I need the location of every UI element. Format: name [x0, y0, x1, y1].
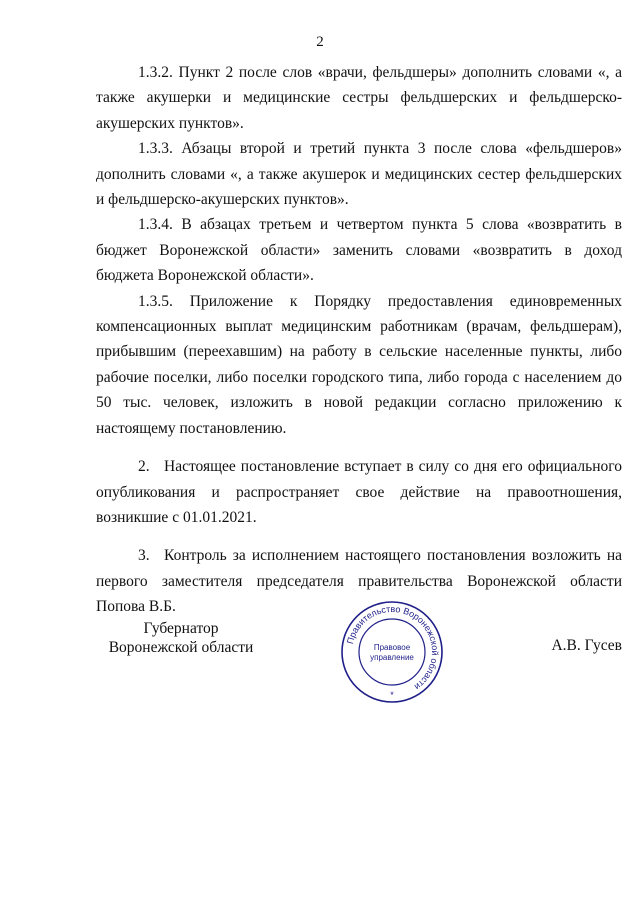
seal-star: * — [390, 690, 394, 700]
seal-inner-line1: Правовое — [373, 643, 411, 652]
signatory-name: А.В. Гусев — [551, 637, 622, 654]
signatory-title-line2: Воронежской области — [108, 639, 254, 656]
paragraph-2-text: Настоящее постановление вступает в силу со дня его официального опубликования и распространяет свое действие на правоотношения, возникшие с 01.01.2021. — [96, 458, 622, 526]
paragraph-1-3-4: 1.3.4. В абзацах третьем и четвертом пункта 5 слова «возвратить в бюджет Воронежской области» заменить словами «возвратить в доход бюджета Воронежской области». — [96, 216, 622, 285]
seal-inner-ring — [359, 619, 425, 685]
seal-outer-ring — [342, 602, 442, 702]
document-body — [96, 60, 622, 620]
paragraph-1-3-5: 1.3.5. Приложение к Порядку предоставления единовременных компенсационных выплат медицинским работникам (врачам, фельдшерам), прибывшим (переехавшим) на работу в сельские населенные пункты, либо рабочие поселки, либо поселки городского типа, либо города с населением до 50 тыс. человек, изложить в новой редакции согласно приложению к настоящему постановлению. — [96, 292, 622, 437]
signatory-title-line1: Губернатор — [143, 620, 219, 637]
paragraph-2-number: 2. — [138, 458, 150, 476]
paragraph-3-number: 3. — [138, 547, 150, 565]
page-number: 2 — [316, 34, 324, 50]
signatory-title — [96, 619, 266, 657]
seal-outer-text-path: Правительство Воронежской области — [344, 603, 441, 693]
seal-inner-line2: управление — [370, 653, 414, 662]
official-seal — [340, 600, 444, 704]
paragraph-1-3-3: 1.3.3. Абзацы второй и третий пункта 3 после слова «фельдшеров» дополнить словами «, а также акушерок и медицинских сестер фельдшерских и фельдшерско-акушерских пунктов». — [96, 140, 622, 209]
paragraph-1-3-2: 1.3.2. Пункт 2 после слов «врачи, фельдшеры» дополнить словами «, а также акушерки и медицинские сестры фельдшерских и фельдшерско-акушерских пунктов». — [96, 64, 622, 132]
paragraph-3-text: Контроль за исполнением настоящего постановления возложить на первого заместителя председателя правительства Воронежской области Попова В.Б. — [96, 547, 622, 616]
paragraph-2 — [96, 454, 622, 530]
